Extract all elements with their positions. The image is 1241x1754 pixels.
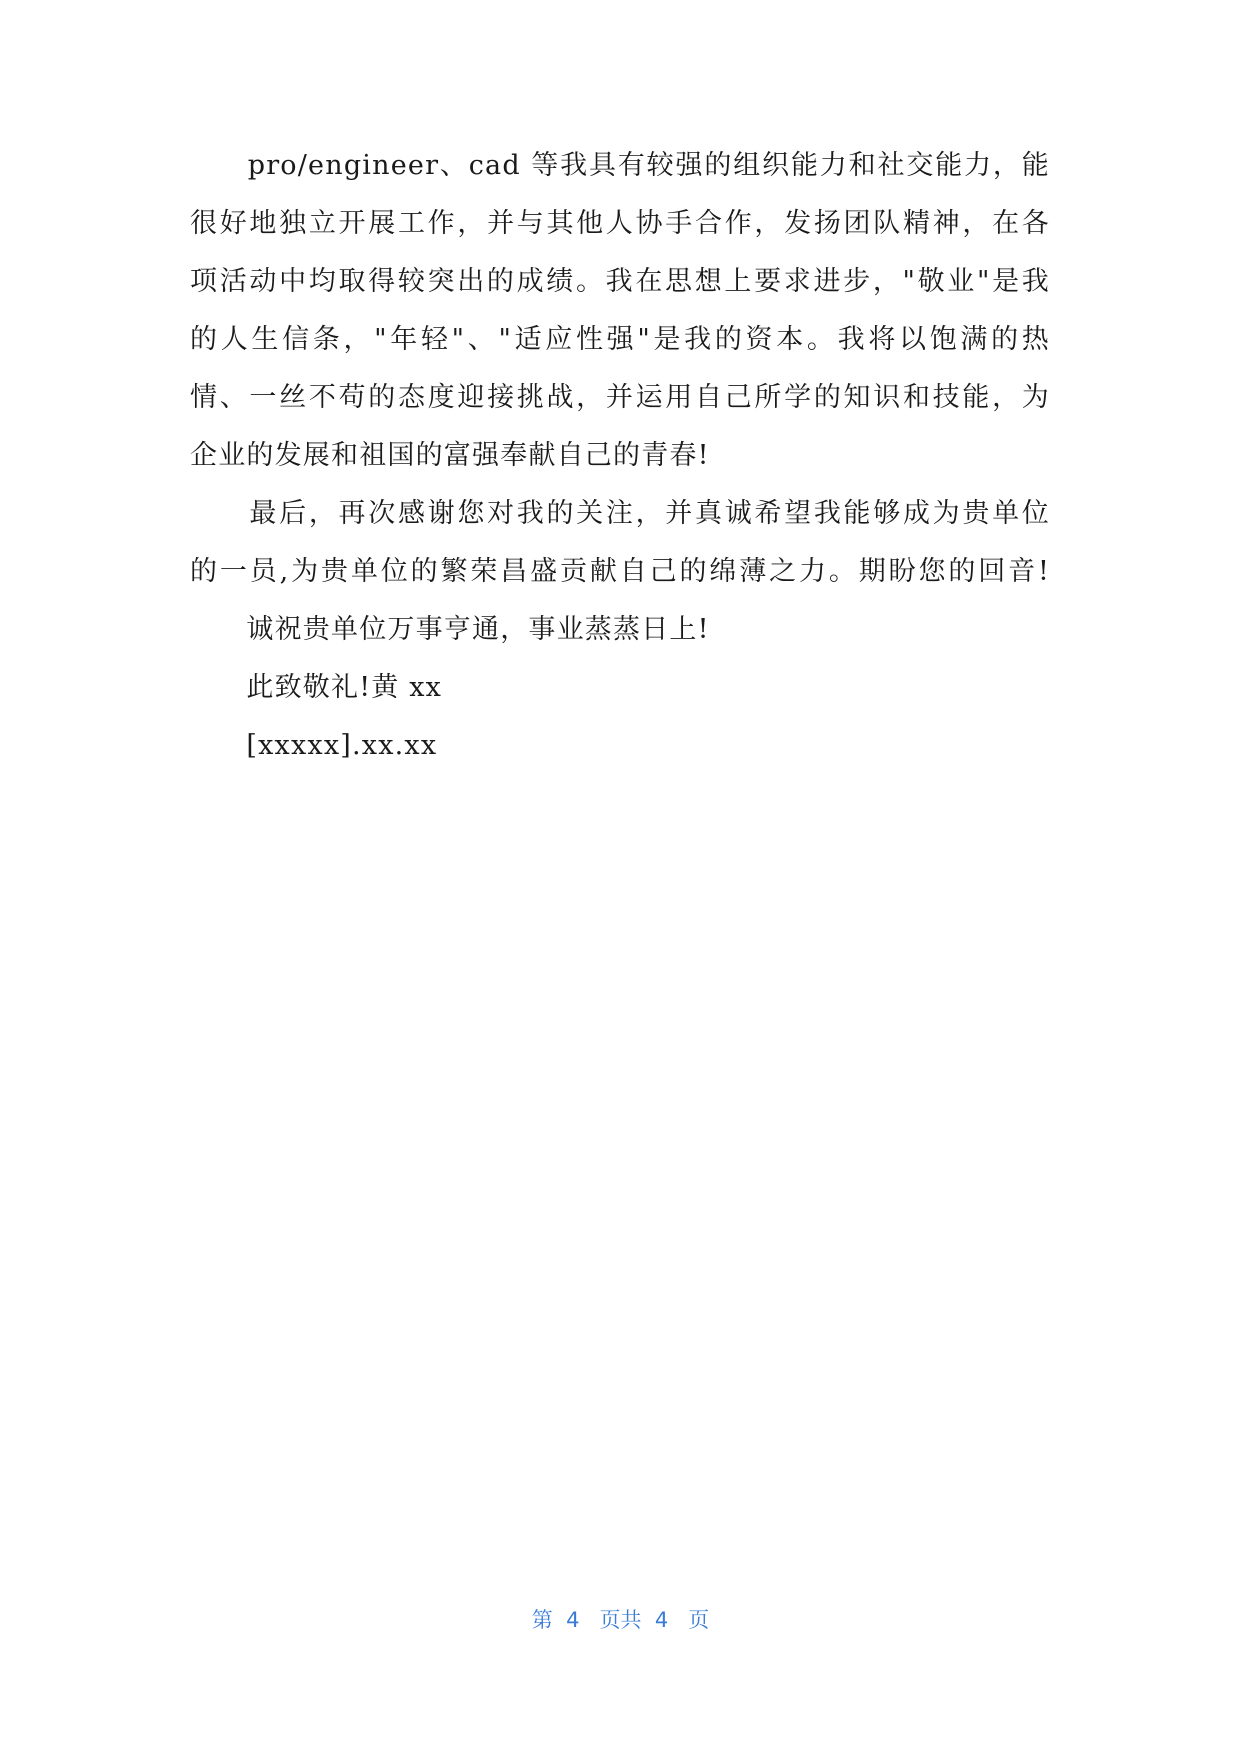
body-line-1: pro/engineer、cad 等我具有较强的组织能力和社交能力，能: [190, 150, 1050, 181]
body-line-5: 情、一丝不苟的态度迎接挑战，并运用自己所学的知识和技能，为: [190, 382, 1050, 413]
closing-salutation: 此致敬礼!黄 xx: [190, 672, 443, 703]
body-line-3: 项活动中均取得较突出的成绩。我在思想上要求进步，"敬业"是我: [190, 266, 1050, 297]
page-footer: 第 4 页共 4 页: [531, 1608, 710, 1632]
body-line-6: 企业的发展和祖国的富强奉献自己的青春!: [190, 440, 710, 471]
body-line-2: 很好地独立开展工作，并与其他人协手合作，发扬团队精神，在各: [190, 208, 1050, 239]
body-line-8: 的一员,为贵单位的繁荣昌盛贡献自己的绵薄之力。期盼您的回音!: [190, 556, 1050, 587]
body-line-9: 诚祝贵单位万事亨通，事业蒸蒸日上!: [190, 614, 710, 645]
body-line-4: 的人生信条，"年轻"、"适应性强"是我的资本。我将以饱满的热: [190, 324, 1050, 355]
body-line-7: 最后，再次感谢您对我的关注，并真诚希望我能够成为贵单位: [190, 498, 1050, 529]
date-line: [xxxxx].xx.xx: [190, 730, 438, 761]
